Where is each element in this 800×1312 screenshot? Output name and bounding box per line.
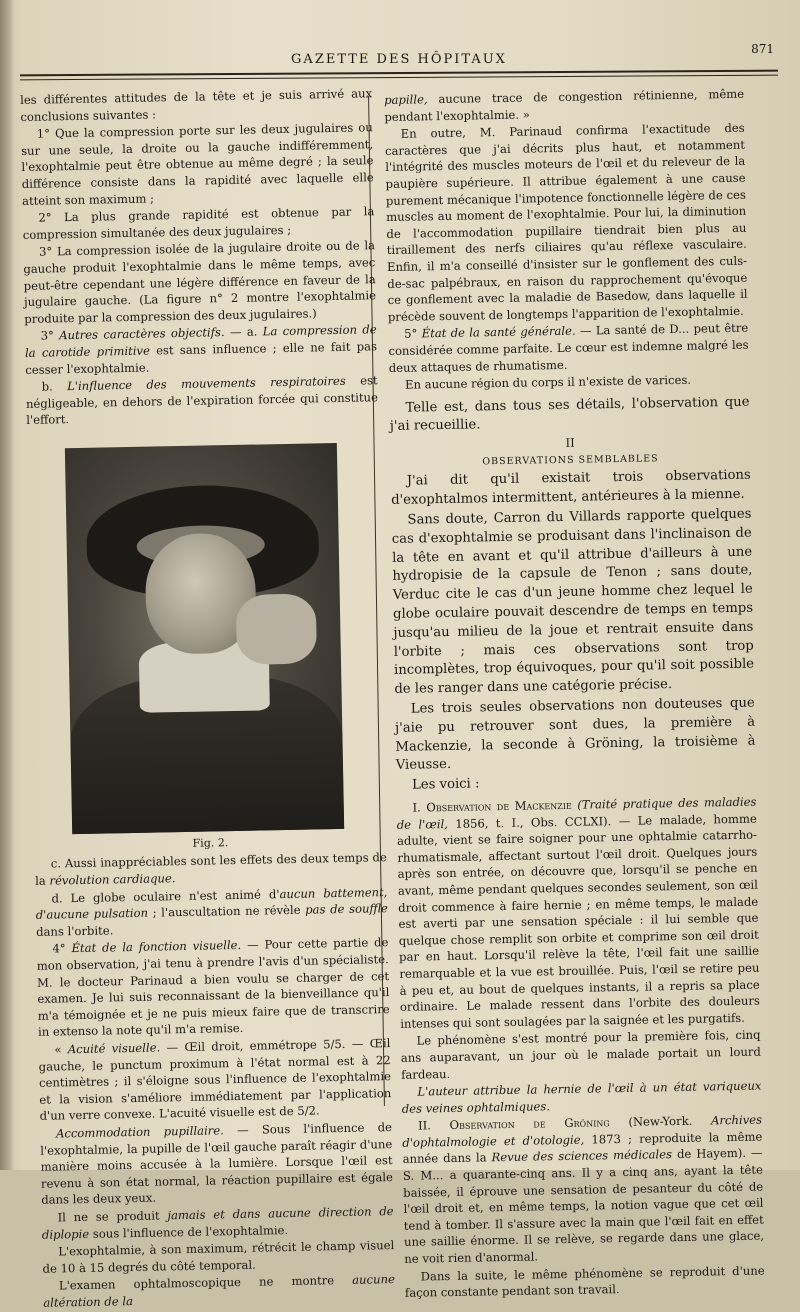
text: 1873 ; reproduite la même année dans la (402, 1129, 763, 1167)
paragraph (401, 1078, 762, 1117)
text: de Hayem). — S. M... a quarante-cinq ans. Il y a cinq ans, ayant la tête baissée, il éprouve une sensation de pesanteur du côté de l'œil droit et, en même temps, la notion vague que cet œil tend à tomber. Il s'assure avec la main que l'œil fait en effet une saillie énorme. Il se relève, se regarde dans une glace, ne voit rien d'anormal. (402, 1146, 765, 1266)
italic-text: Revue des sciences médicales (491, 1147, 673, 1165)
italic-text: Acuité visuelle. (67, 1040, 161, 1057)
paragraph (384, 86, 745, 125)
text: b. (41, 379, 68, 394)
text: — Sous l'influence de l'exophtalmie, la pupille de l'œil gauche paraît réagir d'une manière moins accusée à la lumière. Lorsque l'œil est revenu à son état normal, la réaction pupillaire est égale dans les deux yeux. (40, 1120, 394, 1208)
paragraph: En outre, M. Parinaud confirma l'exactitude des caractères que j'ai décrits plus haut, et notamment l'intégrité des muscles moteurs de l'œil et du releveur de la paupière supérieure. Il attribue également à une cause purement mécanique l'impotence fonctionnelle légère de ces muscles au moment de l'exophtalmie. Pour lui, la diminution de l'accommodation pupillaire tiendrait bien plus au tiraillement des nerfs ciliaires qu'au réflexe vasculaire. Enfin, il m'a conseillé d'insister sur le gonflement des culs-de-sac palpébraux, en raison du rapprochement qu'évoque ce gonflement avec la maladie de Basedow, dans laquelle il précède souvent de longtemps l'apparition de l'exophtalmie. (384, 120, 748, 324)
text: sous l'influence de l'exophtalmie. (89, 1222, 289, 1241)
text: ; l'auscultation ne révèle (147, 902, 306, 920)
page-header (20, 38, 778, 94)
italic-text: aucune altération de la (43, 1272, 395, 1310)
paragraph: En aucune région du corps il n'existe de varices. (404, 372, 692, 392)
paragraph: Les trois seules observations non douteuses que j'aie pu retrouver sont dues, la première à Mackenzie, la seconde à Gröning, la troisième à Vieusse. (394, 695, 756, 774)
paragraph (41, 1203, 394, 1243)
section-number: II (565, 436, 575, 451)
italic-text: L'influence des mouvements respiratoires (67, 373, 346, 394)
paragraph: Sans doute, Carron du Villards rapporte quelques cas d'exophtalmie se produisant dans l'inclinaison de la tête en avant et qu'il attribue d'ailleurs à une hydropisie de la capsule de Tenon ; sans doute, Verduc cite le cas d'un jeune homme chez lequel le globe oculaire pouvait descendre de temps en temps jusqu'au milieu de la joue et rentrait ensuite dans l'orbite ; mais ces observations sont trop incomplètes, trop équivoques, pour qu'il soit possible de les ranger dans une catégorie précise. (391, 506, 755, 698)
paragraph (43, 1271, 396, 1311)
section-title: OBSERVATIONS SEMBLABLES (482, 453, 659, 468)
paragraph: L'exophtalmie, à son maximum, rétrécit le champ visuel de 10 à 15 degrés du côté temporal. (42, 1238, 395, 1276)
text: — La santé de D... peut être considérée comme parfaite. Le cœur est indemne malgré les deux attaques de rhumatisme. (388, 320, 749, 375)
figure-photograph (65, 443, 344, 834)
book-spine-edge (0, 0, 14, 1170)
paragraph: Telle est, dans tous ses détails, l'observation que j'ai recueillie. (389, 394, 750, 435)
paragraph: Le phénomène s'est montré pour la première fois, cinq ans auparavant, un jour où le malade portait un lourd fardeau. (400, 1027, 761, 1082)
paragraph: J'ai dit qu'il existait trois observations d'exophtalmos intermittent, antérieures à la mienne. (391, 468, 751, 509)
italic-text: Autres caractères objectifs. (59, 325, 225, 343)
italic-text: État de la fonction visuelle. (71, 938, 242, 956)
italic-text: (Traité pratique des maladies de l'œil, (396, 794, 757, 832)
paragraph (388, 320, 749, 376)
text: est négligeable, en dehors de l'expiration forcée qui constitue l'effort. (25, 373, 379, 428)
italic-text: Archives d'ophtalmologie et d'otologie, (402, 1112, 763, 1150)
paragraph: les différentes attitudes de la tête et je suis arrivé aux conclusions suivantes : (20, 86, 373, 124)
italic-text: papille, (384, 92, 428, 107)
text: 4° (52, 941, 72, 956)
text: — Œil droit, emmétrope 5/5. — Œil gauche, le punctum proximum à l'état normal est à 22 centimètres ; il s'éloigne sous l'influence de l'exophtalmie et la vision s'améliore immédiatement par l'application d'un verre convexe. L'acuité visuelle est de 5/2. (38, 1036, 392, 1124)
paragraph (396, 794, 760, 1033)
paragraph (25, 322, 378, 379)
paragraph (40, 1119, 394, 1209)
italic-text: Accommodation pupillaire. (55, 1123, 224, 1141)
paragraph (36, 935, 390, 1041)
paragraph (38, 1035, 392, 1125)
running-title: GAZETTE DES HÔPITAUX (291, 52, 507, 67)
right-column (384, 86, 765, 1303)
paragraph (35, 884, 388, 941)
text: 1856, t. I., Obs. CCLXI). — Le malade, homme adulte, vient se faire soigner pour une ophtalmie catarrho-rhumatismale, affectant surtout l'œil droit. Quelques jours après son entrée, on découvre que, lorsqu'il se penche en avant, même pendant quelques secondes seulement, son œil droit commence à faire hernie ; en même temps, le malade est averti par une sensation spéciale : il lui semble que quelque chose remplit son orbite et comprime son œil droit par en haut. Lorsqu'il relève la tête, l'œil fait une saillie remarquable et la vue est brouillée. Puis, l'œil se retire peu à peu et, au bout de quelques instants, il a repris sa place ordinaire. Le malade ressent dans l'orbite des douleurs intenses qui sont soulagées par la saignée et les purgatifs. (396, 811, 761, 1031)
figure-caption: Fig. 2. (192, 836, 229, 850)
text: — Pour cette partie de mon observation, j'ai tenu à prendre l'avis d'un spécialiste. M. le docteur Parinaud a bien voulu se charger de cet examen. Je lui suis reconnaissant de la bienveillance qu'il m'a témoignée et je ne puis mieux faire que de transcrire in extenso la note qu'il m'a remise. (36, 935, 390, 1040)
italic-text: révolution cardiaque. (49, 871, 176, 888)
text: « (54, 1042, 68, 1057)
italic-text: L'auteur attribue la hernie de l'œil à un état variqueux des veines ophtalmiques. (401, 1078, 762, 1116)
paragraph (402, 1112, 765, 1268)
page-number: 871 (751, 42, 774, 56)
text: L'examen ophtalmoscopique ne montre (58, 1273, 353, 1293)
paragraph: 1° Que la compression porte sur les deux jugulaires ou sur une seule, la droite ou la gauche indifféremment, l'exophtalmie peut être obtenue au même degré ; la seule différence consiste dans la rapidité avec laquelle elle atteint son maximum ; (20, 120, 374, 208)
italic-text: La compression de la carotide primitive (24, 322, 377, 360)
text: c. Aussi inappréciables sont les effets des deux temps de la (35, 850, 387, 888)
text: — a. (224, 324, 263, 340)
text: 3° (40, 328, 60, 343)
text: aucune trace de congestion rétinienne, même pendant l'exophtalmie. » (384, 86, 745, 124)
small-caps-text: I. Observation de Mackenzie (412, 797, 572, 815)
italic-text: aucun battement, d'aucune pulsation (35, 884, 388, 923)
italic-text: jamais et dans aucune direction de diplopie (41, 1203, 394, 1242)
text: est sans influence ; elle ne fait pas cesser l'exophtalmie. (25, 339, 378, 377)
text: d. Le globe oculaire n'est animé d' (51, 886, 280, 906)
italic-text: pas de souffle (305, 901, 388, 917)
text: 5° (404, 326, 422, 341)
text: Il ne se produit (57, 1208, 168, 1225)
paragraph: 3° La compression isolée de la jugulaire droite ou de la gauche produit l'exophtalmie dans le même temps, avec peut-être cependant une légère différence en faveur de la jugulaire gauche. (La figure n° 2 montre l'exophtalmie produite par la compression des deux jugulaires.) (23, 238, 377, 326)
left-column (20, 85, 395, 1312)
text: dans l'orbite. (35, 923, 114, 939)
paragraph: Les voici : (411, 776, 480, 793)
paragraph (35, 850, 388, 890)
small-caps-text: II. Observation de Gröning (417, 1115, 610, 1133)
italic-text: État de la santé générale. (421, 324, 576, 341)
text: (New-York. (609, 1113, 712, 1130)
figure-hand-shape (236, 593, 317, 665)
paragraph: Dans la suite, le même phénomène se reproduit d'une façon constante pendant son travail. (404, 1263, 765, 1301)
paragraph: 2° La plus grande rapidité est obtenue par la compression simultanée des deux jugulaires ; (22, 204, 375, 242)
paragraph (26, 372, 379, 429)
